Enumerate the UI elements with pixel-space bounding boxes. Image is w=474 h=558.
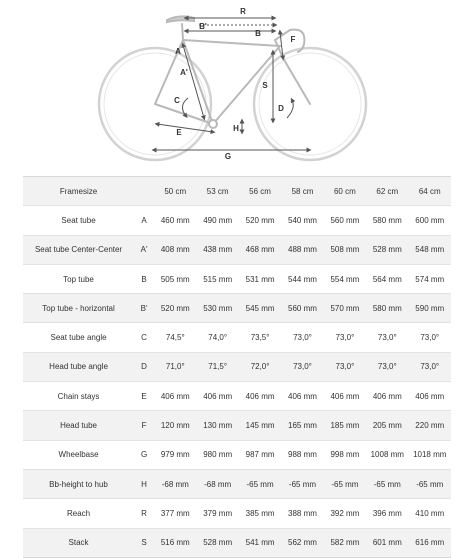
row-value: 460 mm [154,206,196,235]
row-value: 560 mm [281,294,323,323]
size-header: 58 cm [281,177,323,206]
size-header: 60 cm [324,177,366,206]
row-value: 388 mm [281,499,323,528]
row-value: 74,5° [154,323,196,352]
table-row [23,294,451,323]
row-value: 520 mm [239,206,281,235]
row-value: 185 mm [324,411,366,440]
framesize-header: Framesize [23,177,134,206]
row-value: 71,0° [154,352,196,381]
row-value: -68 mm [196,469,238,498]
row-value: 220 mm [409,411,452,440]
label-h: H [233,124,239,133]
row-value: 564 mm [366,264,408,293]
row-value: 490 mm [196,206,238,235]
row-value: -65 mm [239,469,281,498]
label-s: S [262,81,268,90]
row-code: C [134,323,154,352]
row-name: Seat tube Center-Center [23,235,134,264]
size-header: 50 cm [154,177,196,206]
row-value: 73,0° [366,352,408,381]
row-value: -65 mm [409,469,452,498]
label-e: E [176,128,182,137]
label-g: G [224,152,232,161]
row-value: 580 mm [366,294,408,323]
row-value: 548 mm [409,235,452,264]
row-value: 980 mm [196,440,238,469]
row-value: 73,0° [409,352,452,381]
row-value: 438 mm [196,235,238,264]
size-header: 64 cm [409,177,452,206]
label-f: F [290,35,296,44]
row-value: -65 mm [281,469,323,498]
row-value: 406 mm [366,382,408,411]
row-name: Head tube angle [23,352,134,381]
table-row [23,352,451,381]
row-name: Head tube [23,411,134,440]
row-value: 408 mm [154,235,196,264]
row-value: 406 mm [281,382,323,411]
row-value: 516 mm [154,528,196,557]
label-a: A [175,47,181,56]
row-name: Bb-height to hub [23,469,134,498]
row-code: F [134,411,154,440]
table-row [23,440,451,469]
row-value: 1008 mm [366,440,408,469]
row-value: 616 mm [409,528,452,557]
row-code: D [134,352,154,381]
row-value: 392 mm [324,499,366,528]
table-row [23,499,451,528]
row-value: 406 mm [239,382,281,411]
row-value: 73,0° [324,323,366,352]
row-value: 562 mm [281,528,323,557]
row-value: 1018 mm [409,440,452,469]
row-value: 508 mm [324,235,366,264]
row-code: H [134,469,154,498]
row-value: 600 mm [409,206,452,235]
row-value: 205 mm [366,411,408,440]
row-name: Seat tube angle [23,323,134,352]
row-value: -65 mm [324,469,366,498]
row-value: 73,0° [409,323,452,352]
label-a-prime: A' [180,68,188,77]
row-value: 574 mm [409,264,452,293]
row-name: Chain stays [23,382,134,411]
label-r: R [240,7,246,16]
row-value: 988 mm [281,440,323,469]
row-value: 377 mm [154,499,196,528]
table-row [23,469,451,498]
size-header: 62 cm [366,177,408,206]
row-value: 515 mm [196,264,238,293]
row-value: 528 mm [366,235,408,264]
row-value: 73,5° [239,323,281,352]
table-row [23,206,451,235]
row-value: 73,0° [366,323,408,352]
row-value: 73,0° [324,352,366,381]
row-value: 580 mm [366,206,408,235]
label-d: D [278,104,284,113]
table-row [23,382,451,411]
row-name: Top tube [23,264,134,293]
row-code: S [134,528,154,557]
code-header [134,177,154,206]
row-value: 396 mm [366,499,408,528]
row-value: 73,0° [281,323,323,352]
row-value: 385 mm [239,499,281,528]
bike-frame [155,16,310,128]
row-value: 488 mm [281,235,323,264]
row-code: A' [134,235,154,264]
row-value: 130 mm [196,411,238,440]
row-code: G [134,440,154,469]
label-c: C [174,96,180,105]
row-value: 998 mm [324,440,366,469]
row-value: 540 mm [281,206,323,235]
size-header: 56 cm [239,177,281,206]
table-row [23,235,451,264]
row-code: R [134,499,154,528]
bike-geometry-diagram [0,0,474,170]
row-value: 560 mm [324,206,366,235]
row-name: Wheelbase [23,440,134,469]
row-value: 570 mm [324,294,366,323]
row-value: 406 mm [324,382,366,411]
row-value: -68 mm [154,469,196,498]
row-value: 120 mm [154,411,196,440]
row-value: 406 mm [196,382,238,411]
geometry-table [23,176,451,558]
row-name: Top tube - horizontal [23,294,134,323]
row-value: 544 mm [281,264,323,293]
row-value: 71,5° [196,352,238,381]
row-code: B' [134,294,154,323]
row-value: 531 mm [239,264,281,293]
row-value: 406 mm [409,382,452,411]
row-value: 74,0° [196,323,238,352]
row-value: -65 mm [366,469,408,498]
table-row [23,411,451,440]
row-value: 601 mm [366,528,408,557]
row-value: 410 mm [409,499,452,528]
row-value: 72,0° [239,352,281,381]
size-header: 53 cm [196,177,238,206]
row-name: Stack [23,528,134,557]
row-value: 979 mm [154,440,196,469]
row-value: 554 mm [324,264,366,293]
row-value: 582 mm [324,528,366,557]
row-value: 379 mm [196,499,238,528]
label-b: B [255,29,261,38]
row-value: 528 mm [196,528,238,557]
row-code: A [134,206,154,235]
row-value: 468 mm [239,235,281,264]
row-value: 590 mm [409,294,452,323]
row-value: 145 mm [239,411,281,440]
row-code: E [134,382,154,411]
row-value: 505 mm [154,264,196,293]
row-value: 987 mm [239,440,281,469]
table-row [23,528,451,557]
row-value: 520 mm [154,294,196,323]
row-name: Seat tube [23,206,134,235]
row-name: Reach [23,499,134,528]
row-value: 406 mm [154,382,196,411]
row-value: 165 mm [281,411,323,440]
label-b-prime: B' [199,22,207,31]
row-code: B [134,264,154,293]
table-row [23,323,451,352]
row-value: 530 mm [196,294,238,323]
row-value: 73,0° [281,352,323,381]
table-header-row [23,177,451,206]
table-row [23,264,451,293]
row-value: 541 mm [239,528,281,557]
row-value: 545 mm [239,294,281,323]
